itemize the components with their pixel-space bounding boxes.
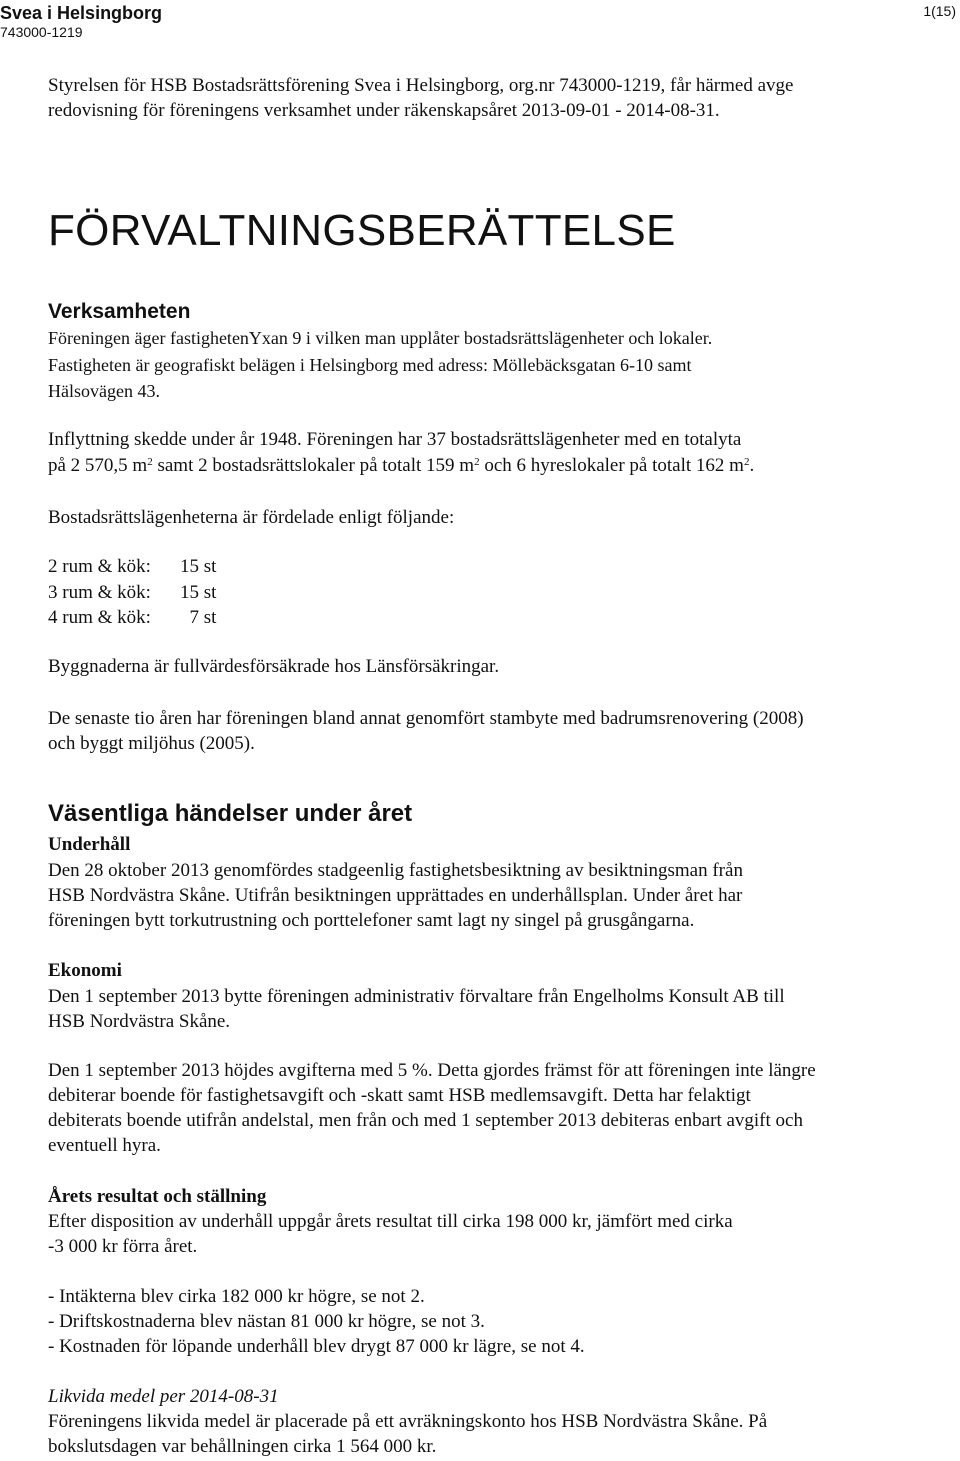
- superscript-3: 2: [743, 456, 750, 468]
- liquidity-line-2: bokslutsdagen var behållningen cirka 1 564 000 kr.: [48, 1436, 437, 1457]
- subheading-liquidity: Likvida medel per 2014-08-31: [48, 1386, 279, 1407]
- area-text-d: .: [749, 455, 755, 476]
- economy-line-1: Den 1 september 2013 bytte föreningen administrativ förvaltare från Engelholms Konsult AB till: [48, 986, 785, 1007]
- distribution-row: [48, 605, 216, 630]
- distribution-row: [48, 580, 216, 605]
- intro-line-1: Styrelsen för HSB Bostadsrättsförening Svea i Helsingborg, org.nr 743000-1219, får härmed avge: [48, 75, 794, 96]
- result-bullet: - Kostnaden för löpande underhåll blev drygt 87 000 kr lägre, se not 4.: [48, 1336, 585, 1357]
- liquidity-line-1: Föreningens likvida medel är placerade på ett avräkningskonto hos HSB Nordvästra Skåne. På: [48, 1411, 768, 1432]
- property-line-1: Föreningen äger fastighetenYxan 9 i vilken man upplåter bostadsrättslägenheter och lokaler.: [48, 328, 713, 348]
- superscript-1: 2: [147, 456, 153, 468]
- document-title: FÖRVALTNINGSBERÄTTELSE: [48, 206, 676, 255]
- room-type: 3 rum & kök:: [48, 582, 151, 603]
- maintenance-line-2: HSB Nordvästra Skåne. Utifrån besiktningen upprättades en underhållsplan. Under året har: [48, 885, 743, 906]
- result-bullet: - Intäkterna blev cirka 182 000 kr högre, se not 2.: [48, 1286, 425, 1307]
- result-bullet: - Driftskostnaderna blev nästan 81 000 kr högre, se not 3.: [48, 1311, 485, 1332]
- fee-line-2: debiterar boende för fastighetsavgift och -skatt samt HSB medlemsavgift. Detta har felaktigt: [48, 1085, 751, 1106]
- fee-line-1: Den 1 september 2013 höjdes avgifterna med 5 %. Detta gjordes främst för att föreningen inte längre: [48, 1060, 816, 1081]
- result-line-2: -3 000 kr förra året.: [48, 1236, 198, 1257]
- maintenance-line-3: föreningen bytt torkutrustning och porttelefoner samt lagt ny singel på grusgångarna.: [48, 910, 695, 931]
- section-heading-verksamheten: Verksamheten: [48, 300, 191, 323]
- distribution-row: [48, 554, 216, 579]
- result-line-1: Efter disposition av underhåll uppgår årets resultat till cirka 198 000 kr, jämfört med cirka: [48, 1211, 733, 1232]
- room-type: 4 rum & kök:: [48, 607, 151, 628]
- property-line-3: Hälsovägen 43.: [48, 381, 160, 401]
- subheading-result: Årets resultat och ställning: [48, 1186, 267, 1207]
- section-heading-events: Väsentliga händelser under året: [48, 800, 413, 827]
- area-text-c: och 6 hyreslokaler på totalt 162 m: [479, 455, 744, 476]
- organization-number: 743000-1219: [0, 24, 83, 40]
- room-type: 2 rum & kök:: [48, 556, 151, 577]
- distribution-intro: Bostadsrättslägenheterna är fördelade enligt följande:: [48, 507, 455, 528]
- superscript-2: 2: [474, 456, 480, 468]
- recent-works-line-1: De senaste tio åren har föreningen bland annat genomfört stambyte med badrumsrenovering (2008): [48, 708, 804, 729]
- room-count: 7 st: [180, 607, 217, 628]
- room-count: 15 st: [180, 556, 217, 577]
- insurance-text: Byggnaderna är fullvärdesförsäkrade hos Länsförsäkringar.: [48, 656, 500, 677]
- recent-works-line-2: och byggt miljöhus (2005).: [48, 733, 255, 754]
- moving-in-line-1: Inflyttning skedde under år 1948. Föreningen har 37 bostadsrättslägenheter med en totalyta: [48, 429, 742, 450]
- organization-name: Svea i Helsingborg: [0, 3, 163, 23]
- fee-line-4: eventuell hyra.: [48, 1135, 161, 1156]
- moving-in-line-2: [48, 453, 754, 478]
- subheading-economy: Ekonomi: [48, 960, 122, 981]
- property-line-2: Fastigheten är geografiskt belägen i Helsingborg med adress: Möllebäcksgatan 6-10 samt: [48, 355, 692, 375]
- fee-line-3: debiterats boende utifrån andelstal, men från och med 1 september 2013 debiteras enbart avgift och: [48, 1110, 803, 1131]
- economy-line-2: HSB Nordvästra Skåne.: [48, 1011, 231, 1032]
- room-count: 15 st: [180, 582, 217, 603]
- maintenance-line-1: Den 28 oktober 2013 genomfördes stadgeenlig fastighetsbesiktning av besiktningsman från: [48, 860, 743, 881]
- page-number: 1(15): [923, 3, 956, 19]
- subheading-maintenance: Underhåll: [48, 834, 131, 855]
- area-text-a: på 2 570,5 m: [48, 455, 148, 476]
- area-text-b: samt 2 bostadsrättslokaler på totalt 159 m: [152, 455, 475, 476]
- intro-line-2: redovisning för föreningens verksamhet under räkenskapsåret 2013-09-01 - 2014-08-31.: [48, 100, 720, 121]
